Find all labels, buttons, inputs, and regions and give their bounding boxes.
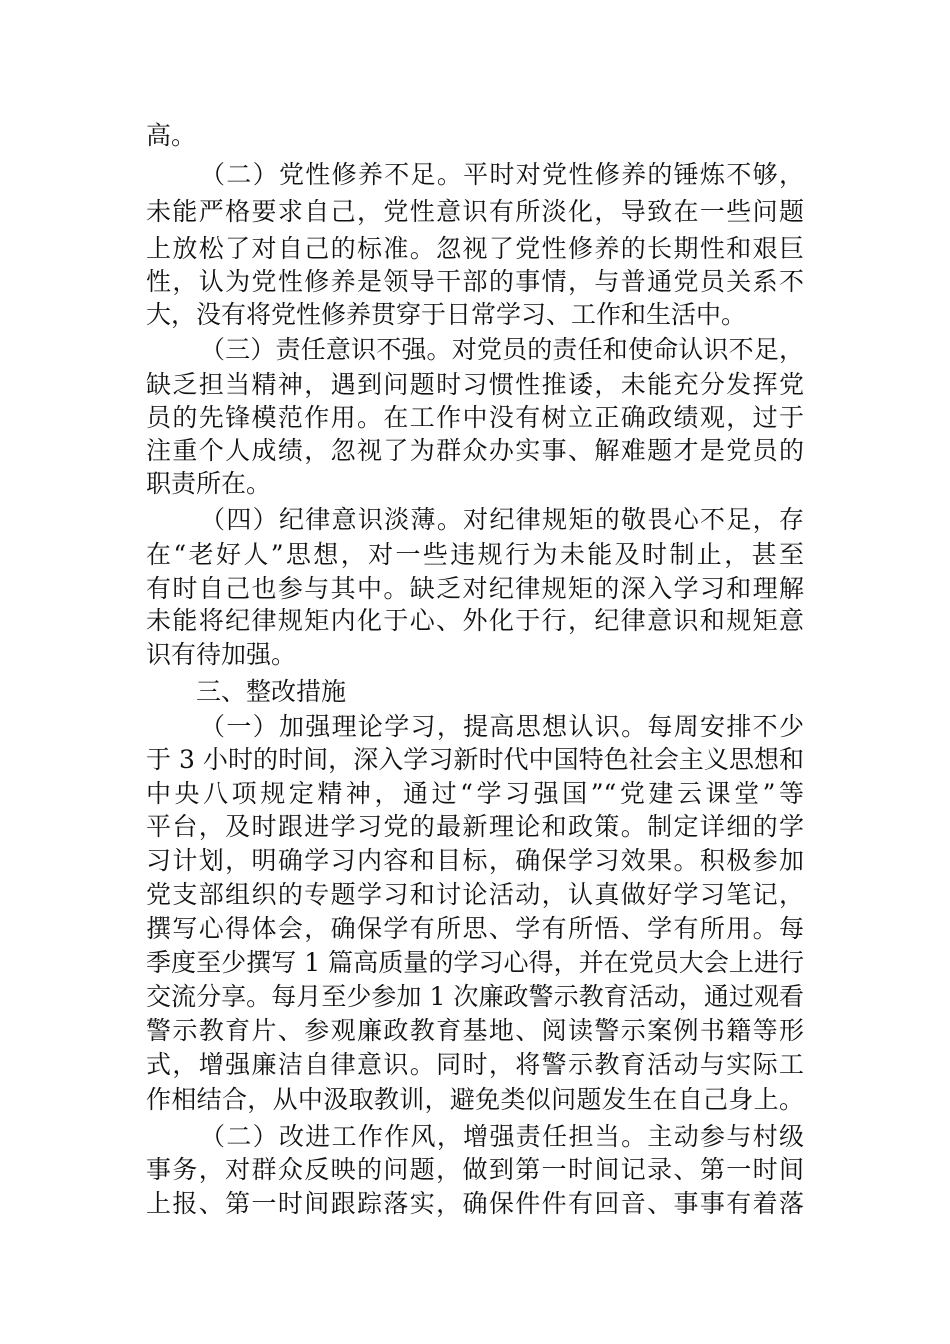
paragraph-line: 警示教育片、参观廉政教育基地、阅读警示案例书籍等形 bbox=[146, 1016, 804, 1045]
section-heading: 三、整改措施 bbox=[196, 677, 347, 706]
paragraph-line: 注重个人成绩，忽视了为群众办实事、解难题才是党员的 bbox=[146, 436, 804, 465]
paragraph-line: （二）改进工作作风，增强责任担当。主动参与村级 bbox=[200, 1122, 804, 1151]
paragraph-line: 性，认为党性修养是领导干部的事情，与普通党员关系不 bbox=[146, 267, 804, 296]
paragraph-line: 大，没有将党性修养贯穿于日常学习、工作和生活中。 bbox=[146, 300, 747, 329]
paragraph-line: 事务，对群众反映的问题，做到第一时间记录、第一时间 bbox=[146, 1155, 804, 1184]
paragraph-line: （三）责任意识不强。对党员的责任和使命认识不足， bbox=[200, 335, 804, 364]
paragraph-line: 式，增强廉洁自律意识。同时，将警示教育活动与实际工 bbox=[146, 1050, 804, 1079]
paragraph-line: （一）加强理论学习，提高思想认识。每周安排不少 bbox=[200, 712, 804, 741]
paragraph-line: 于 3 小时的时间，深入学习新时代中国特色社会主义思想和 bbox=[146, 745, 804, 774]
paragraph-line: 交流分享。每月至少参加 1 次廉政警示教育活动，通过观看 bbox=[146, 982, 804, 1011]
paragraph-line: （二）党性修养不足。平时对党性修养的锤炼不够， bbox=[200, 160, 804, 189]
paragraph-line: 未能将纪律规矩内化于心、外化于行，纪律意识和规矩意 bbox=[146, 606, 804, 635]
paragraph-line: 作相结合，从中汲取教训，避免类似问题发生在自己身上。 bbox=[146, 1085, 804, 1114]
paragraph-line: 职责所在。 bbox=[146, 469, 272, 498]
paragraph-line: 上放松了对自己的标准。忽视了党性修养的长期性和艰巨 bbox=[146, 234, 804, 263]
paragraph-line: 中央八项规定精神，通过“学习强国”“党建云课堂”等 bbox=[146, 779, 804, 808]
paragraph-line: 撰写心得体会，确保学有所思、学有所悟、学有所用。每 bbox=[146, 914, 804, 943]
paragraph-line: 未能严格要求自己，党性意识有所淡化，导致在一些问题 bbox=[146, 197, 804, 226]
paragraph-line: 识有待加强。 bbox=[146, 640, 297, 669]
paragraph-line: 上报、第一时间跟踪落实，确保件件有回音、事事有着落 bbox=[146, 1189, 804, 1218]
paragraph-line: 党支部组织的专题学习和讨论活动，认真做好学习笔记， bbox=[146, 880, 804, 909]
paragraph-line: 平台，及时跟进学习党的最新理论和政策。制定详细的学 bbox=[146, 812, 804, 841]
paragraph-line: 习计划，明确学习内容和目标，确保学习效果。积极参加 bbox=[146, 846, 804, 875]
paragraph-line: 员的先锋模范作用。在工作中没有树立正确政绩观，过于 bbox=[146, 403, 804, 432]
paragraph-line: 高。 bbox=[146, 121, 197, 150]
paragraph-line: 季度至少撰写 1 篇高质量的学习心得，并在党员大会上进行 bbox=[146, 948, 804, 977]
paragraph-line: 缺乏担当精神，遇到问题时习惯性推诿，未能充分发挥党 bbox=[146, 370, 804, 399]
paragraph-line: 在“老好人”思想，对一些违规行为未能及时制止，甚至 bbox=[146, 540, 804, 569]
paragraph-line: （四）纪律意识淡薄。对纪律规矩的敬畏心不足，存 bbox=[200, 505, 804, 534]
paragraph-line: 有时自己也参与其中。缺乏对纪律规矩的深入学习和理解 bbox=[146, 574, 804, 603]
